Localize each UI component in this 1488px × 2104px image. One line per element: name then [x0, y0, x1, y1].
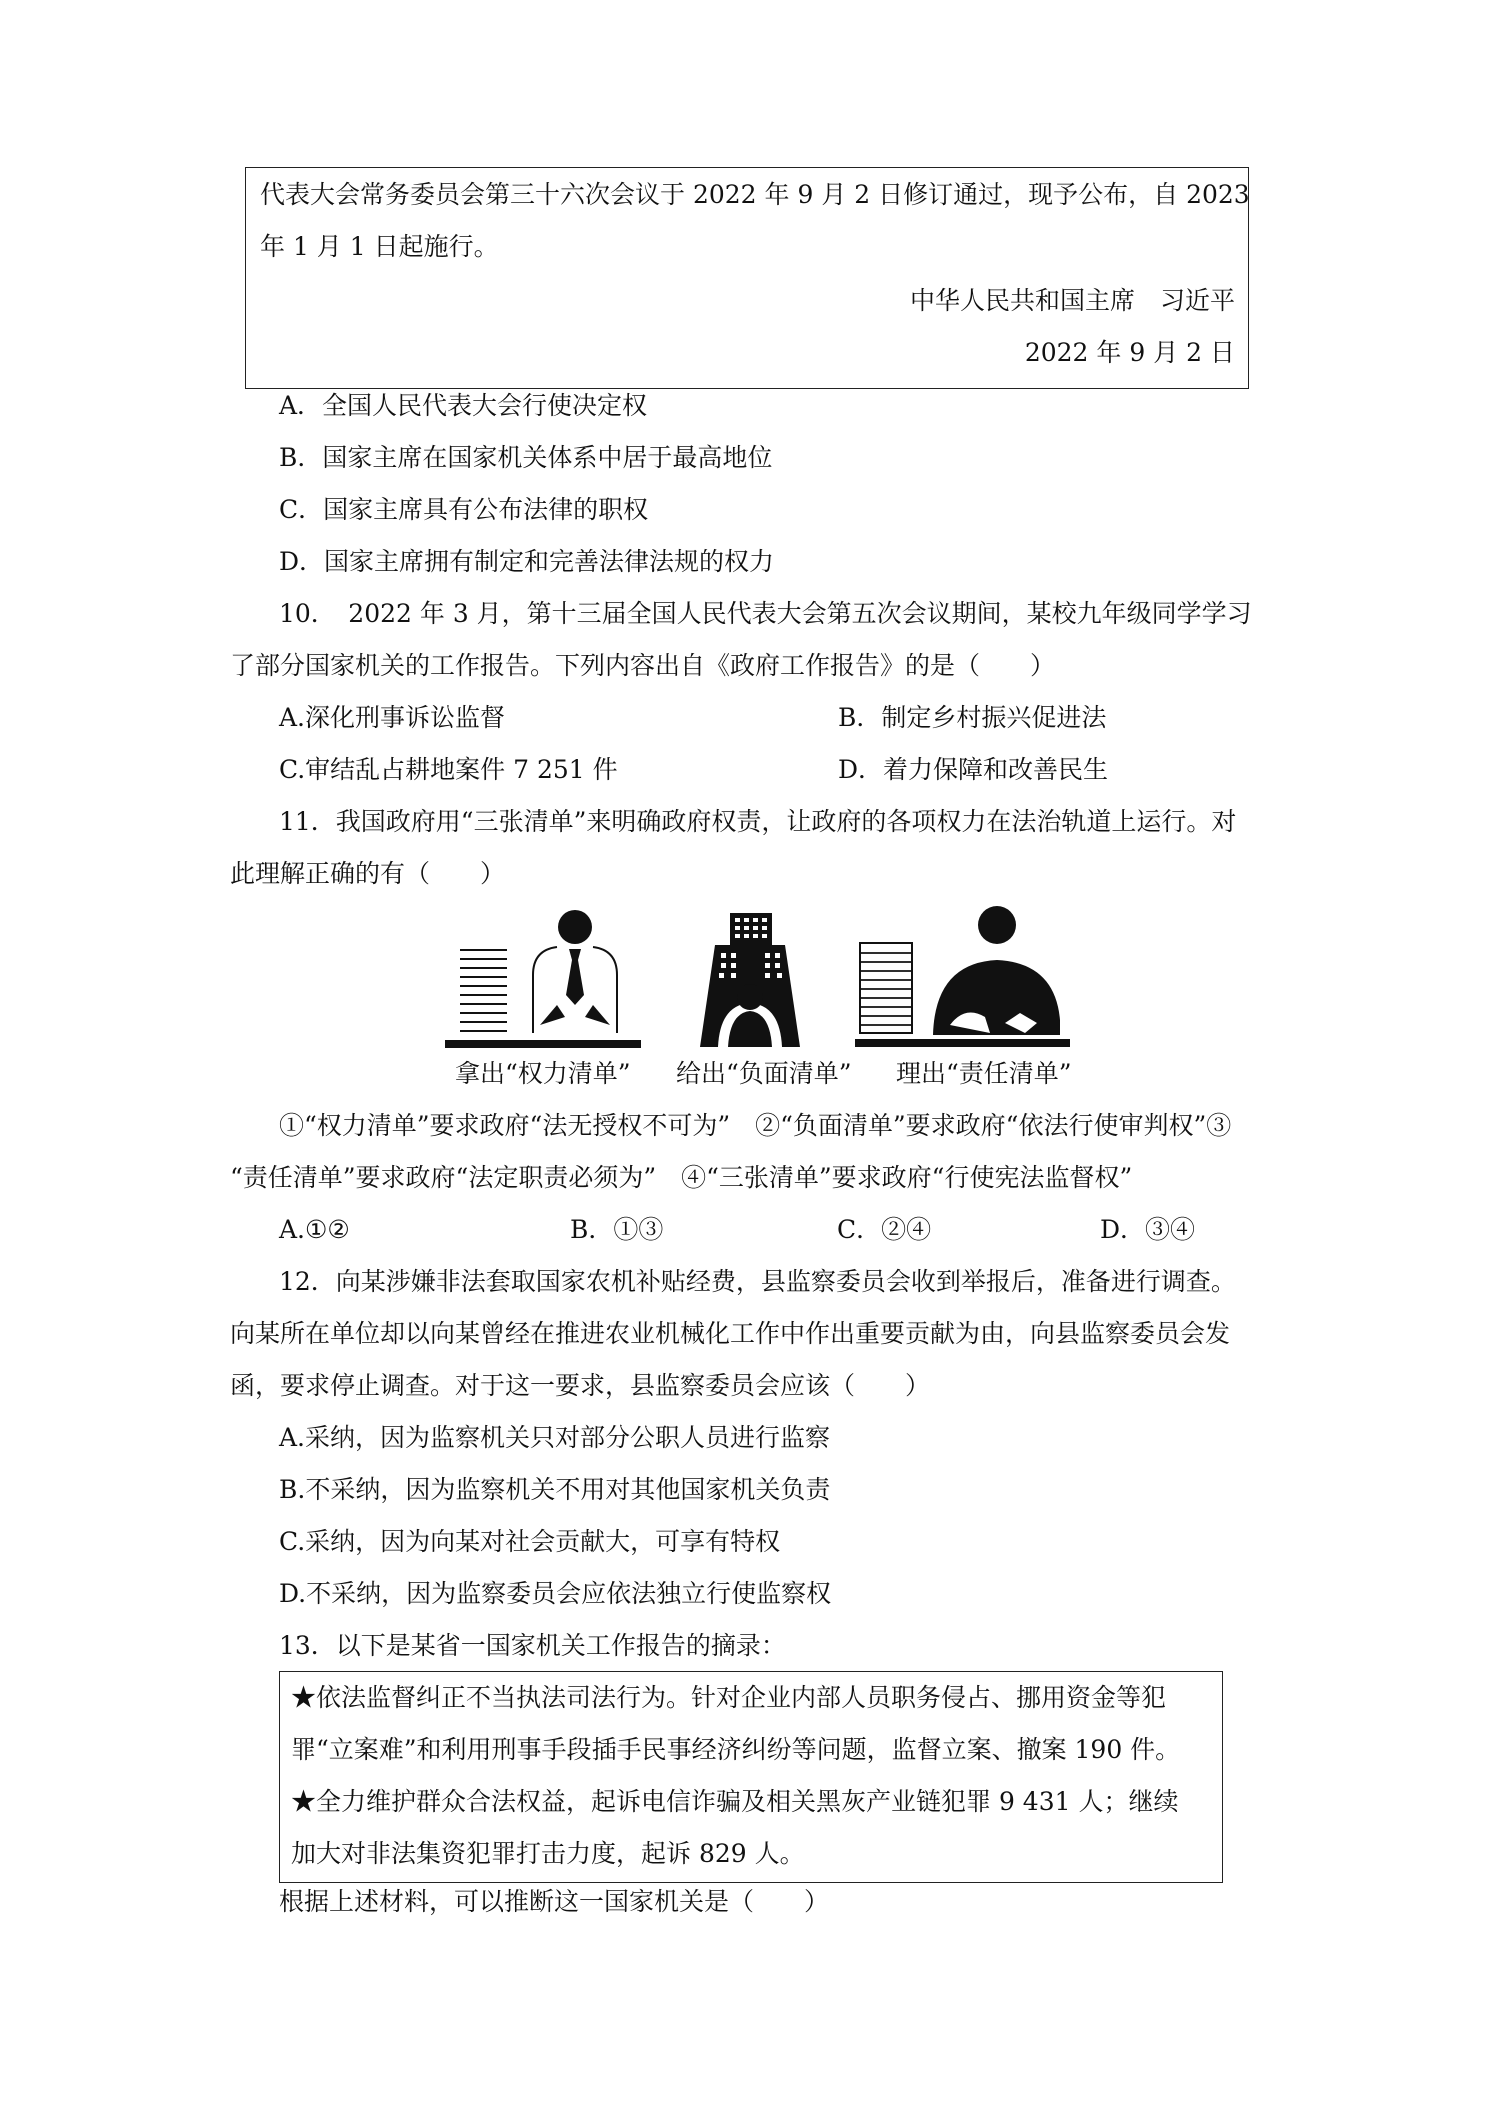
q11-stem-line-1: 11．我国政府用“三张清单”来明确政府权责，让政府的各项权力在法治轨道上运行。对 [279, 807, 1237, 836]
q13-question: 根据上述材料，可以推断这一国家机关是（ ） [279, 1887, 830, 1916]
q9-option-a[interactable]: A．全国人民代表大会行使决定权 [279, 391, 648, 420]
q9-option-b[interactable]: B．国家主席在国家机关体系中居于最高地位 [279, 443, 773, 472]
q13-excerpt-line-1: ★依法监督纠正不当执法司法行为。针对企业内部人员职务侵占、挪用资金等犯 [291, 1683, 1167, 1712]
negative-list-icon [700, 913, 800, 1047]
q10-option-a[interactable]: A.深化刑事诉讼监督 [279, 703, 506, 732]
promulgation-signer: 中华人民共和国主席 习近平 [909, 286, 1235, 315]
power-list-icon [445, 910, 641, 1048]
q9-option-d[interactable]: D．国家主席拥有制定和完善法律法规的权力 [279, 547, 775, 576]
q12-stem-line-3: 函，要求停止调查。对于这一要求，县监察委员会应该（ ） [230, 1371, 931, 1400]
q13-intro: 13．以下是某省一国家机关工作报告的摘录： [279, 1631, 786, 1660]
q12-option-c[interactable]: C.采纳，因为向某对社会贡献大，可享有特权 [279, 1527, 781, 1556]
q12-stem-line-1: 12．向某涉嫌非法套取国家农机补贴经费，县监察委员会收到举报后，准备进行调查。 [279, 1267, 1236, 1296]
q10-stem-line-1: 10． 2022 年 3 月，第十三届全国人民代表大会第五次会议期间，某校九年级同学学习 [279, 599, 1252, 628]
q11-statements-line-2: “责任清单”要求政府“法定职责必须为” ④“三张清单”要求政府“行使宪法监督权” [230, 1163, 1133, 1192]
q10-option-c[interactable]: C.审结乱占耕地案件 7 251 件 [279, 755, 618, 784]
q12-stem-line-2: 向某所在单位却以向某曾经在推进农业机械化工作中作出重要贡献为由，向县监察委员会发 [230, 1319, 1231, 1348]
promulgation-line-1: 代表大会常务委员会第三十六次会议于 2022 年 9 月 2 日修订通过，现予公布，自 2023 [260, 180, 1250, 209]
q11-option-c[interactable]: C．②④ [837, 1215, 932, 1244]
q9-option-c[interactable]: C．国家主席具有公布法律的职权 [279, 495, 649, 524]
q11-option-a[interactable]: A.①② [279, 1215, 350, 1244]
q13-excerpt-line-2: 罪“立案难”和利用刑事手段插手民事经济纠纷等问题，监督立案、撤案 190 件。 [291, 1735, 1181, 1764]
responsibility-list-icon [855, 906, 1070, 1047]
caption-negative-list: 给出“负面清单” [676, 1059, 852, 1088]
q10-option-d[interactable]: D．着力保障和改善民生 [838, 755, 1109, 784]
q11-statements-line-1: ①“权力清单”要求政府“法无授权不可为” ②“负面清单”要求政府“依法行使审判权”③ [279, 1111, 1232, 1140]
caption-responsibility-list: 理出“责任清单” [896, 1059, 1072, 1088]
q11-option-d[interactable]: D．③④ [1100, 1215, 1196, 1244]
q12-option-d[interactable]: D.不采纳，因为监察委员会应依法独立行使监察权 [279, 1579, 832, 1608]
caption-power-list: 拿出“权力清单” [455, 1059, 631, 1088]
q11-option-b[interactable]: B．①③ [570, 1215, 664, 1244]
q10-option-b[interactable]: B．制定乡村振兴促进法 [838, 703, 1107, 732]
q13-excerpt-line-3: ★全力维护群众合法权益，起诉电信诈骗及相关黑灰产业链犯罪 9 431 人；继续 [291, 1787, 1179, 1816]
q12-option-b[interactable]: B.不采纳，因为监察机关不用对其他国家机关负责 [279, 1475, 831, 1504]
q10-stem-line-2: 了部分国家机关的工作报告。下列内容出自《政府工作报告》的是（ ） [230, 651, 1056, 680]
promulgation-date: 2022 年 9 月 2 日 [1024, 338, 1235, 367]
q12-option-a[interactable]: A.采纳，因为监察机关只对部分公职人员进行监察 [279, 1423, 831, 1452]
q11-illustration [445, 905, 1105, 1060]
q13-excerpt-line-4: 加大对非法集资犯罪打击力度，起诉 829 人。 [291, 1839, 805, 1868]
q11-stem-line-2: 此理解正确的有（ ） [230, 859, 506, 888]
promulgation-line-2: 年 1 月 1 日起施行。 [260, 232, 499, 261]
